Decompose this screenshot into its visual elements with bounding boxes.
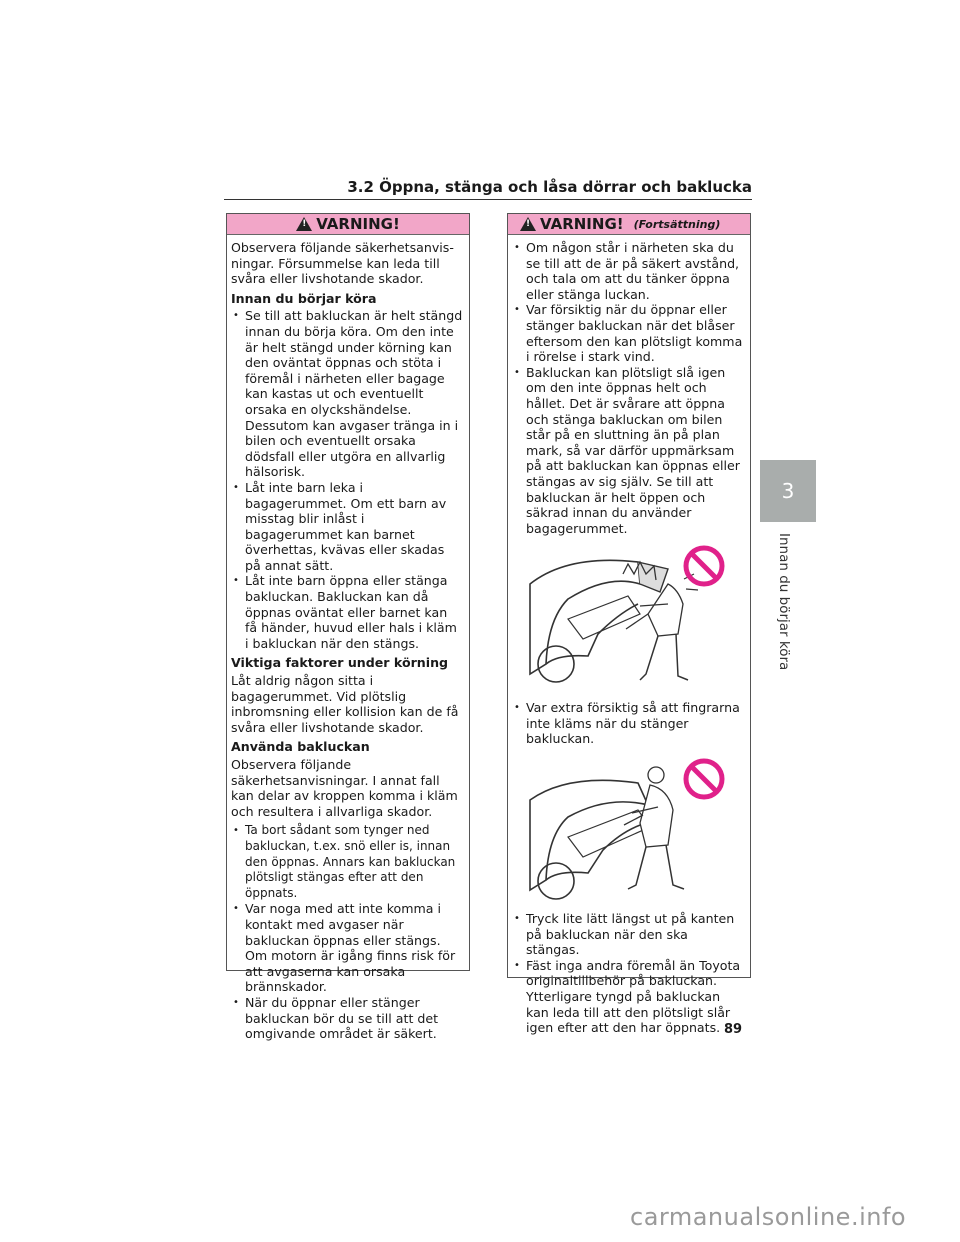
paragraph-tailgate: Observera följande säkerhetsanvisningar. I annat fall kan delar av kroppen komma i kläm och resultera i allvarliga skador. — [231, 757, 458, 819]
list-item: • Låt inte barn leka i bagagerummet. Om ett barn av misstag blir inlåst i bagagerummet kan barnet överhettas, kvävas eller skadas på annat sätt. — [231, 480, 463, 574]
warning-header — [227, 214, 469, 235]
list-closing — [512, 911, 744, 1036]
chapter-tab — [760, 460, 816, 522]
list-fingers — [512, 700, 744, 747]
list-item: • Tryck lite lätt längst ut på kanten på bakluckan när den ska stängas. — [512, 911, 744, 958]
warning-title: VARNING! — [316, 215, 400, 233]
list-item: • Ta bort sådant som tynger ned bakluckan, t.ex. snö eller is, innan den öppnas. Annars kan bakluckan plötsligt stängas efter att den öppnats. — [231, 823, 463, 901]
warning-title: VARNING! — [540, 215, 624, 233]
list-item: • Fäst inga andra föremål än Toyota originaltillbehör på bakluckan. Ytterligare tyngd på bakluckan kan leda till att den plötsligt slår igen efter att den har öppnats. — [512, 958, 744, 1036]
list-item: • Var extra försiktig så att fingrarna inte kläms när du stänger bakluckan. — [512, 700, 744, 747]
section-header: 3.2 Öppna, stänga och låsa dörrar och baklucka — [347, 178, 752, 196]
prohibited-icon — [682, 757, 726, 801]
illustration-fingers-caught — [512, 755, 744, 903]
subheading-before-driving: Innan du börjar köra — [231, 290, 377, 306]
list-item: • Var försiktig när du öppnar eller stänger bakluckan när det blåser eftersom den kan plötsligt komma i rörelse i stark vind. — [512, 302, 744, 364]
warning-triangle-icon — [296, 217, 312, 231]
warning-content — [508, 235, 750, 1036]
subheading-using-tailgate: Använda bakluckan — [231, 739, 370, 755]
warning-header-continued — [508, 214, 750, 235]
page-number: 89 — [724, 1022, 743, 1037]
list-safety — [512, 240, 744, 536]
list-item: • Se till att bakluckan är helt stängd innan du börja köra. Om den inte är helt stängd under körning kan den oväntat öppnas och stöta i föremål i närheten eller bagage kan kastas ut och eventuellt orsaka en olyckshändelse. Dessutom kan avgaser tränga in i bilen och eventuellt orsaka dödsfall eller utgöra en allvarlig hälsorisk. — [231, 308, 463, 480]
list-tailgate — [231, 823, 463, 1041]
watermark: carmanualsonline.info — [630, 1203, 907, 1231]
chapter-label: Innan du börjar köra — [776, 533, 792, 671]
warning-content — [227, 235, 469, 1042]
list-item: • Om någon står i närheten ska du se till att de är på säkert avstånd, och tala om att du tänker öppna eller stänga luckan. — [512, 240, 744, 302]
list-item: • När du öppnar eller stänger bakluckan bör du se till att det omgivande området är säkert. — [231, 995, 463, 1042]
list-item: • Var noga med att inte komma i kontakt med avgaser när bakluckan öppnas eller stängs. Om motorn är igång finns risk för att avgaserna kan orsaka brännskador. — [231, 901, 463, 995]
chapter-number: 3 — [781, 479, 795, 503]
continued-label: (Fortsättning) — [633, 217, 721, 231]
paragraph-driving: Låt aldrig någon sitta i bagagerummet. Vid plötslig inbromsning eller kollision kan de få svåra eller livshotande skador. — [231, 673, 459, 735]
prohibited-icon — [682, 544, 726, 588]
list-item: • Bakluckan kan plötsligt slå igen om den inte öppnas helt och hållet. Det är svårare att öppna och stänga bakluckan om bilen står på en sluttning än på plan mark, så var därför uppmärksam på att bakluckan kan öppnas eller stängas av sig själv. Se till att bakluckan är helt öppen och säkrad innan du använder bagagerummet. — [512, 365, 744, 537]
subheading-driving-factors: Viktiga faktorer under körning — [231, 655, 449, 671]
list-before-driving — [231, 308, 463, 651]
header-rule — [224, 199, 752, 200]
warning-box-left — [226, 213, 470, 1042]
list-item: • Låt inte barn öppna eller stänga bakluckan. Bakluckan kan då öppnas oväntat eller barnet kan få händer, huvud eller hals i kläm i bakluckan när den stängs. — [231, 573, 463, 651]
intro-paragraph: Observera följande säkerhetsanvisningar. Försummelse kan leda till svåra eller livshotande skador. — [231, 240, 454, 287]
warning-triangle-icon — [520, 217, 536, 231]
illustration-head-caught — [512, 544, 744, 692]
